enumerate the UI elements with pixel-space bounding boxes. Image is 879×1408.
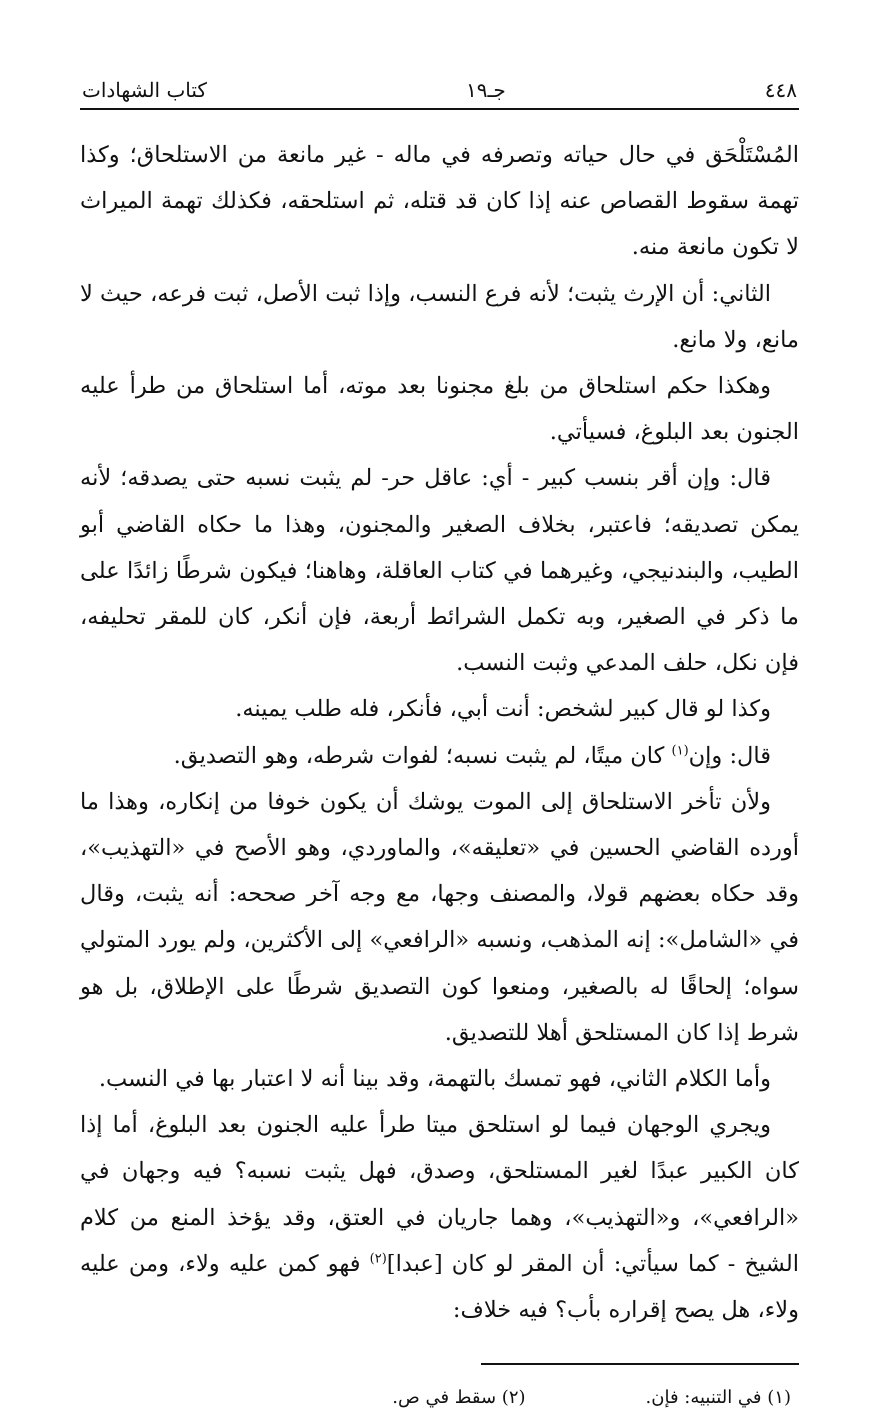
paragraph: وأما الكلام الثاني، فهو تمسك بالتهمة، وقد بينا أنه لا اعتبار بها في النسب.	[98, 1066, 771, 1093]
paragraph: قال: وإن أقر بنسب كبير - أي: عاقل حر- لم يثبت نسبه حتى يصدقه؛ لأنه يمكن تصديقه؛ فاعتبر، بخلاف الصغير والمجنون، وهذا ما حكاه القاضي أبو الطيب، والبندنيجي، وغيرهما في كتاب العاقلة، وهاهنا؛ فيكون شرطًا زائدًا على ما ذكر في الصغير، وبه تكمل الشرائط أربعة، فإن أنكر، كان للمقر تحليفه، فإن نكل، حلف المدعي وثبت النسب.	[80, 465, 799, 677]
paragraph	[80, 1102, 799, 1333]
footnote: (١) في التنبيه: فإن.	[645, 1386, 791, 1408]
main-text	[80, 132, 799, 1333]
footnote: (٢) سقط في ص.	[392, 1386, 526, 1408]
paragraph-text: ويجري الوجهان فيما لو استلحق ميتا طرأ عليه الجنون بعد البلوغ، أما إذا كان الكبير عبدًا لغير المستلحق، وصدق، فهل يثبت نسبه؟ فيه وجهان في «الرافعي»، و«التهذيب»، وهما جاريان في العتق، وقد يؤخذ المنع من كلام الشيخ - كما سيأتي: أن المقر لو كان [عبدا]	[80, 1112, 799, 1277]
page-number: ٤٤٨	[764, 78, 797, 102]
running-header	[80, 72, 799, 102]
paragraph: الثاني: أن الإرث يثبت؛ لأنه فرع النسب، وإذا ثبت الأصل، ثبت فرعه، حيث لا مانع، ولا مانع.	[80, 280, 799, 353]
footnotes	[80, 1387, 799, 1408]
footnote-ref: (١)	[671, 743, 689, 759]
footnote-divider	[481, 1363, 799, 1365]
footnote-ref: (٢)	[369, 1251, 387, 1267]
paragraph: المُسْتَلْحَق في حال حياته وتصرفه في ماله - غير مانعة من الاستلحاق؛ وكذا تهمة سقوط القصاص عنه إذا كان قد قتله، ثم استلحقه، فكذلك تهمة الميراث لا تكون مانعة منه.	[80, 142, 799, 261]
paragraph: ولأن تأخر الاستلحاق إلى الموت يوشك أن يكون خوفا من إنكاره، وهذا ما أورده القاضي الحسين في «تعليقه»، والماوردي، وهو الأصح في «التهذيب»، وقد حكاه بعضهم قولا، والمصنف وجها، مع وجه آخر صححه: أنه يثبت، وقال في «الشامل»: إنه المذهب، ونسبه «الرافعي» إلى الأكثرين، ولم يورد المتولي سواه؛ إلحاقًا له بالصغير، ومنعوا كون التصديق شرطًا على الإطلاق، بل هو شرط إذا كان المستلحق أهلا للتصديق.	[80, 788, 799, 1046]
paragraph-text: كان ميتًا، لم يثبت نسبه؛ لفوات شرطه، وهو التصديق.	[173, 742, 672, 769]
paragraph	[80, 733, 799, 779]
header-divider	[80, 108, 799, 110]
volume-label: جـ١٩	[466, 78, 506, 102]
paragraph: وهكذا حكم استلحاق من بلغ مجنونا بعد موته، أما استلحاق من طرأ عليه الجنون بعد البلوغ، فسيأتي.	[80, 373, 799, 446]
paragraph-text: قال: وإن	[688, 742, 771, 769]
paragraph-text: فهو كمن عليه ولاء، ومن عليه ولاء، هل يصح إقراره بأب؟ فيه خلاف:	[80, 1250, 799, 1324]
paragraph: وكذا لو قال كبير لشخص: أنت أبي، فأنكر، فله طلب يمينه.	[235, 696, 771, 723]
chapter-title: كتاب الشهادات	[82, 78, 207, 102]
